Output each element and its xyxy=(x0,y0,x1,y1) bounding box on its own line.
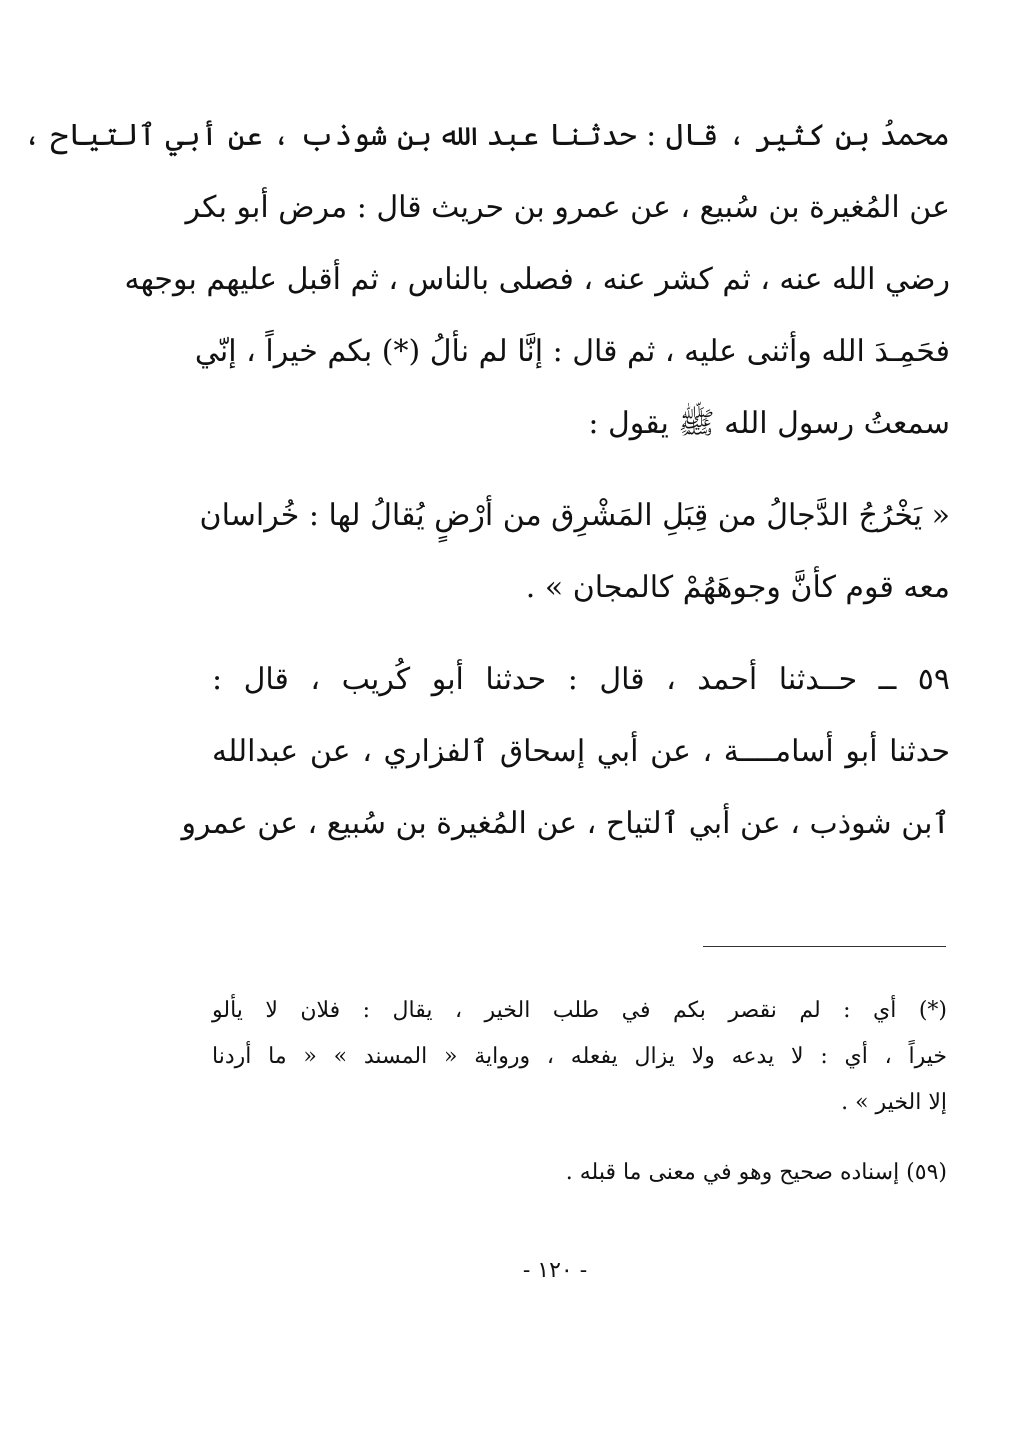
main-text xyxy=(23,100,950,860)
footnote-divider xyxy=(703,946,946,947)
page-number: - ١٢٠ - xyxy=(522,1258,588,1283)
paragraph-gap xyxy=(212,624,950,644)
footnote-star xyxy=(212,988,947,1126)
footnote-line: إلا الخير » . xyxy=(841,1090,947,1115)
footnotes xyxy=(212,988,947,1196)
text-line: محمدُ بن كثير ، قال : حدثنا عبد الله بن شوذب ، عن أبي ٱلتياح ، xyxy=(23,118,950,153)
text-line: عن المُغيرة بن سُبيع ، عن عمرو بن حريث قال : مرض أبو بكر xyxy=(185,190,950,225)
footnote-gap xyxy=(212,1126,947,1150)
text-line: ٱبن شوذب ، عن أبي ٱلتياح ، عن المُغيرة بن سُبيع ، عن عمرو xyxy=(181,806,950,841)
paragraph-59 xyxy=(181,644,950,860)
text-line: رضي الله عنه ، ثم كشر عنه ، فصلى بالناس ، ثم أقبل عليهم بوجهه xyxy=(124,262,950,297)
text-line: ٥٩ ــ حــدثنا أحمد ، قال : حدثنا أبو كُريب ، قال : xyxy=(212,662,950,697)
paragraph-gap xyxy=(212,460,950,480)
text-line: حدثنا أبو أسامــــة ، عن أبي إسحاق ٱلفزاري ، عن عبدالله xyxy=(212,734,950,769)
hadith-quote xyxy=(199,480,950,624)
footnote-line: خيراً ، أي : لا يدعه ولا يزال يفعله ، ورواية « المسند » « ما أردنا xyxy=(212,1044,947,1069)
text-line: فحَمِـدَ الله وأثنى عليه ، ثم قال : إنَّا لم نألُ (*) بكم خيراً ، إنّي xyxy=(194,334,950,369)
paragraph-1 xyxy=(23,100,950,460)
text-line: « يَخْرُجُ الدَّجالُ من قِبَلِ المَشْرِق من أرْضٍ يُقالُ لها : خُراسان xyxy=(199,498,950,533)
footnote-line: (٥٩) إسناده صحيح وهو في معنى ما قبله . xyxy=(565,1160,947,1185)
footnote-59 xyxy=(212,1150,947,1196)
footnote-line: (*) أي : لم نقصر بكم في طلب الخير ، يقال : فلان لا يألو xyxy=(212,998,947,1023)
text-line: سمعتُ رسول الله ﷺ يقول : xyxy=(588,406,950,441)
text-line: معه قوم كأنَّ وجوهَهُمْ كالمجان » . xyxy=(525,570,950,605)
